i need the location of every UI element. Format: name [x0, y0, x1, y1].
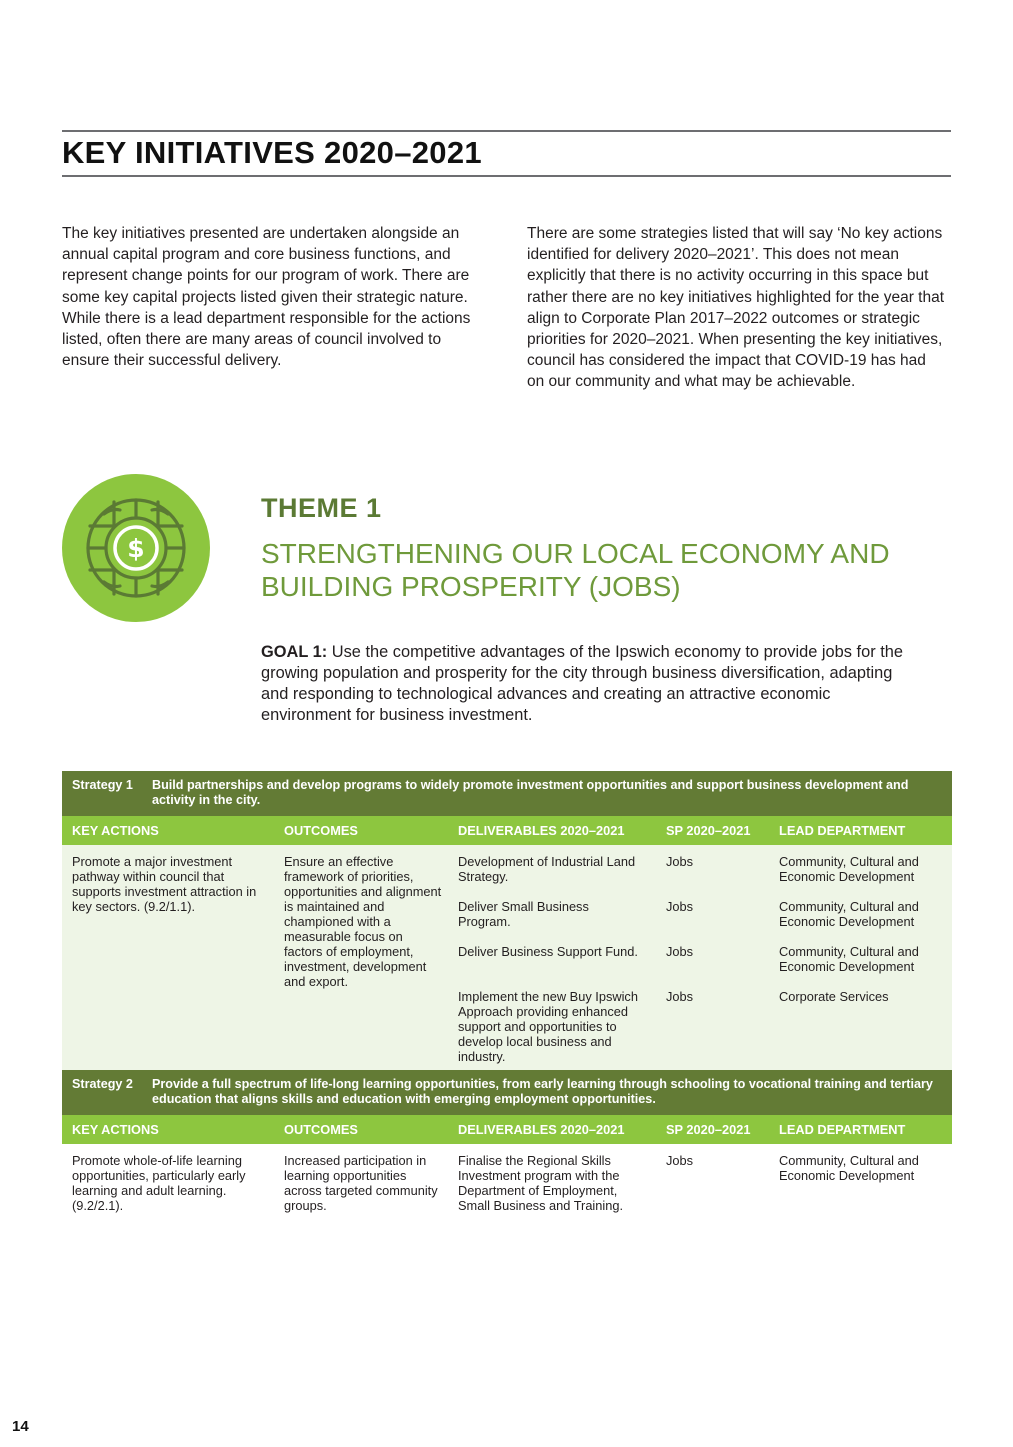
outcome-cell: Ensure an effective framework of priorities, opportunities and alignment is maintained and championed with a measurable focus on factors of employment, investment, development and export.	[274, 845, 448, 1073]
goal-text: Use the competitive advantages of the Ipswich economy to provide jobs for the growing population and prosperity for the city through business diversification, adapting and responding to technological advances and creating an attractive economic environment for business investment.	[261, 643, 904, 724]
sp-item: Jobs	[666, 944, 694, 959]
goal-label: GOAL 1:	[261, 643, 328, 661]
deliverables-cell	[448, 845, 656, 1073]
lead-cell	[769, 1144, 952, 1222]
lead-item: Community, Cultural and Economic Development	[779, 1153, 919, 1183]
sp-item: Jobs	[666, 854, 694, 869]
col-lead-department: LEAD DEPARTMENT	[769, 1115, 952, 1144]
page-number: 14	[12, 1418, 29, 1435]
theme-label: THEME 1	[261, 493, 382, 523]
page-title: KEY INITIATIVES 2020–2021	[62, 135, 482, 170]
lead-item: Community, Cultural and Economic Development	[779, 854, 919, 884]
key-action-cell: Promote whole-of-life learning opportunities, particularly early learning and adult learning. (9.2/2.1).	[62, 1144, 274, 1222]
globe-dollar-icon	[62, 474, 210, 622]
sp-cell	[656, 845, 769, 1073]
table-row	[62, 845, 952, 1073]
col-outcomes: OUTCOMES	[274, 1115, 448, 1144]
col-key-actions: KEY ACTIONS	[62, 816, 274, 845]
strategy-header	[62, 771, 952, 816]
strategy-title	[152, 771, 952, 816]
strategy-title	[152, 1070, 952, 1115]
col-sp: SP 2020–2021	[656, 1115, 769, 1144]
lead-item: Corporate Services	[779, 989, 889, 1004]
intro-right-paragraph: There are some strategies listed that will say ‘No key actions identified for delivery 2020–2021’. This does not mean explicitly that there is no activity occurring in this space but rather there are no key initiatives highlighted for the year that align to Corporate Plan 2017–2022 outcomes or strategic priorities for 2020–2021. When presenting the key initiatives, council has considered the impact that COVID-19 has had on our community and what may be achievable.	[527, 225, 945, 391]
title-top-rule	[62, 130, 951, 132]
col-deliverables: DELIVERABLES 2020–2021	[448, 816, 656, 845]
column-header-row	[62, 816, 952, 845]
col-deliverables: DELIVERABLES 2020–2021	[448, 1115, 656, 1144]
goal-statement	[261, 642, 921, 726]
lead-item: Community, Cultural and Economic Development	[779, 899, 919, 929]
strategy-label: Strategy 1	[62, 771, 274, 816]
sp-item: Jobs	[666, 989, 694, 1004]
strategy-title-text: Build partnerships and develop programs to widely promote investment opportunities and support business development and activity in the city.	[152, 778, 909, 807]
strategy-1-table	[62, 771, 952, 1073]
col-sp: SP 2020–2021	[656, 816, 769, 845]
sp-cell	[656, 1144, 769, 1222]
svg-text:$: $	[127, 534, 145, 563]
column-header-row	[62, 1115, 952, 1144]
outcome-cell: Increased participation in learning opportunities across targeted community groups.	[274, 1144, 448, 1222]
lead-cell	[769, 845, 952, 1073]
strategy-2-table	[62, 1070, 952, 1222]
strategy-label: Strategy 2	[62, 1070, 274, 1115]
deliverable-item: Development of Industrial Land Strategy.	[458, 854, 636, 884]
strategy-title-text: Provide a full spectrum of life-long learning opportunities, from early learning through schooling to vocational training and tertiary education that aligns skills and education with emerging employment opportunities.	[152, 1077, 933, 1106]
deliverable-item: Finalise the Regional Skills Investment program with the Department of Employment, Small Business and Training.	[458, 1153, 624, 1213]
col-lead-department: LEAD DEPARTMENT	[769, 816, 952, 845]
title-bottom-rule	[62, 175, 951, 177]
col-outcomes: OUTCOMES	[274, 816, 448, 845]
sp-item: Jobs	[666, 1153, 694, 1168]
lead-item: Community, Cultural and Economic Development	[779, 944, 919, 974]
sp-item: Jobs	[666, 899, 694, 914]
deliverable-item: Implement the new Buy Ipswich Approach providing enhanced support and opportunities to develop local business and industry.	[458, 989, 638, 1064]
col-key-actions: KEY ACTIONS	[62, 1115, 274, 1144]
theme-title: STRENGTHENING OUR LOCAL ECONOMY AND BUILDING PROSPERITY (JOBS)	[261, 538, 890, 602]
deliverable-item: Deliver Business Support Fund.	[458, 944, 638, 959]
table-row	[62, 1144, 952, 1222]
deliverable-item: Deliver Small Business Program.	[458, 899, 589, 929]
key-action-cell: Promote a major investment pathway within council that supports investment attraction in key sectors. (9.2/1.1).	[62, 845, 274, 1073]
strategy-header	[62, 1070, 952, 1115]
deliverables-cell	[448, 1144, 656, 1222]
intro-left-paragraph: The key initiatives presented are undertaken alongside an annual capital program and core business functions, and represent change points for our program of work. There are some key capital projects listed given their strategic nature. While there is a lead department responsible for the actions listed, often there are many areas of council involved to ensure their successful delivery.	[62, 225, 471, 370]
